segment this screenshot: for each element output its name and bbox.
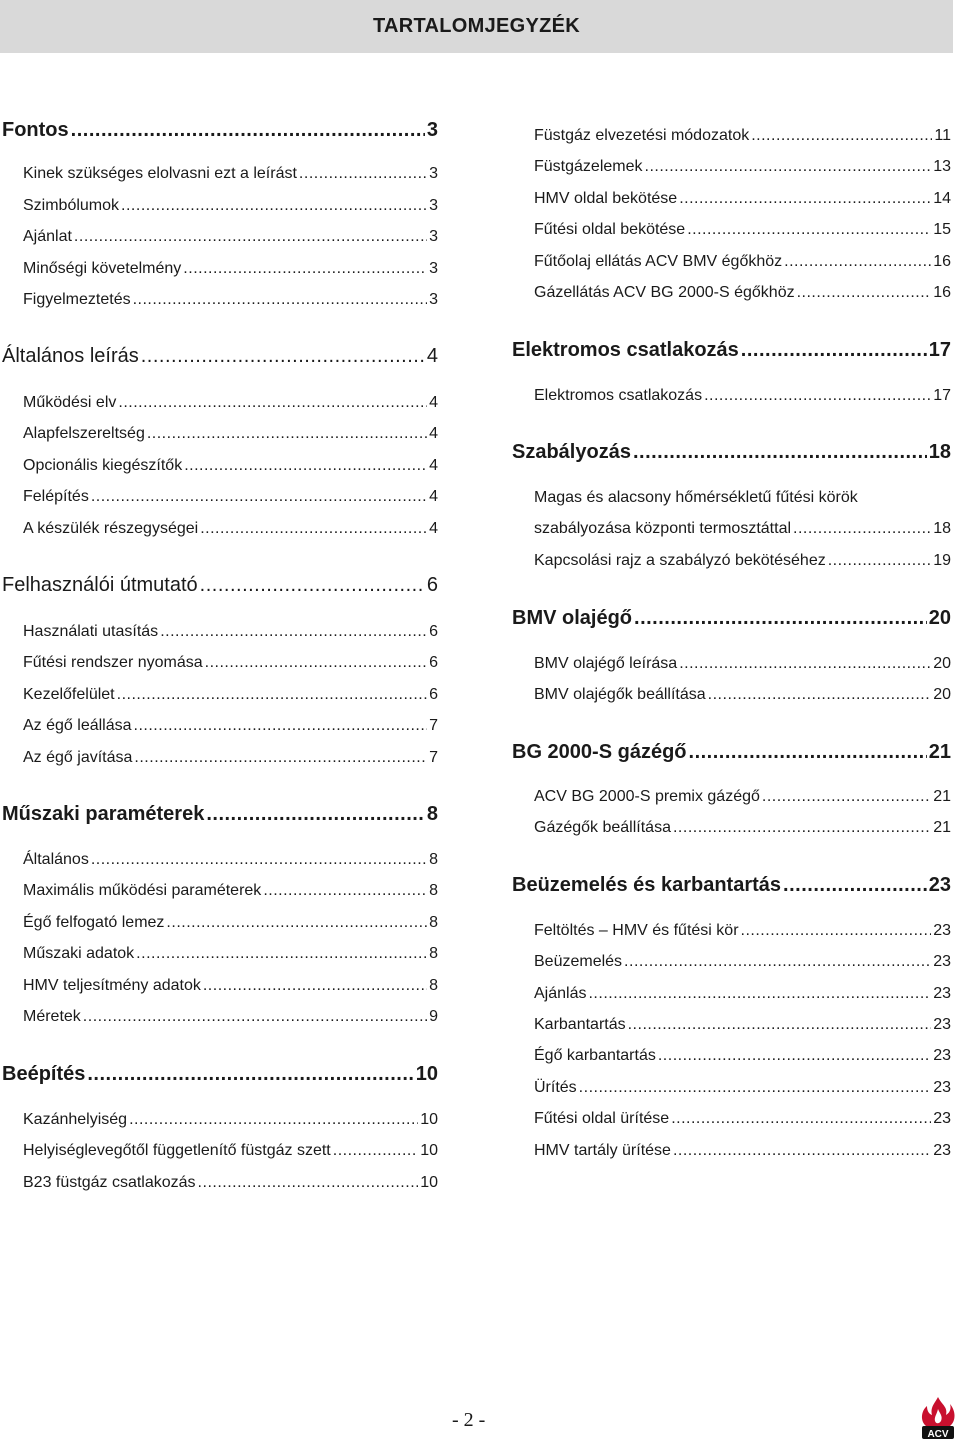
toc-leader-dots [673,1142,931,1160]
toc-page-number: 23 [933,953,951,970]
toc-leader-dots [206,803,425,826]
toc-page-number: 3 [429,260,438,277]
toc-page-number: 11 [934,127,951,144]
toc-entry-title: Használati utasítás [23,623,159,640]
toc-entry-title: Az égő javítása [23,749,133,766]
toc-entry-title: Gázégők beállítása [534,819,671,836]
toc-entry-title: szabályozása központi termosztáttal [534,520,792,537]
toc-entry-title: Szabályozás [512,441,631,463]
toc-page-number: 23 [933,922,951,939]
toc-page-number: 4 [429,488,438,505]
toc-leader-dots [129,1111,418,1129]
toc-page-number: 23 [933,1016,951,1033]
toc-leader-dots [628,1016,932,1034]
toc-entry[interactable] [23,260,438,278]
acv-logo-icon [918,1395,958,1441]
toc-entry[interactable] [23,520,438,538]
toc-entry[interactable] [23,197,438,215]
toc-entry-title: Minőségi követelmény [23,260,182,277]
toc-entry[interactable] [23,945,438,963]
toc-leader-dots [91,851,427,869]
toc-page-number: 10 [415,1063,438,1085]
toc-entry-title: BG 2000-S gázégő [512,741,687,763]
toc-page-number: 23 [933,1142,951,1159]
toc-page-number: 23 [933,985,951,1002]
toc-entry-title: Ajánlás [534,985,587,1002]
toc-entry-title: Felépítés [23,488,89,505]
toc-leader-dots [588,985,931,1003]
toc-entry-title: Ürítés [534,1079,577,1096]
toc-entry-title: Általános [23,851,89,868]
toc-entry-title: BMV olajégő [512,607,633,629]
toc-page-number: 16 [933,284,951,301]
toc-leader-dots [679,190,931,208]
toc-entry[interactable] [534,1142,951,1160]
toc-leader-dots [299,165,427,183]
toc-entry[interactable] [534,1079,951,1097]
toc-page-number: 20 [933,655,951,672]
toc-entry[interactable] [23,457,438,475]
toc-entry[interactable] [23,914,438,932]
toc-entry[interactable] [534,655,951,673]
toc-page-number: 21 [928,741,951,763]
toc-entry[interactable] [23,165,438,183]
toc-entry[interactable] [534,1047,951,1065]
toc-entry-title: Égő karbantartás [534,1047,656,1064]
toc-page-number: 8 [429,977,438,994]
toc-page-number: 10 [420,1111,438,1128]
toc-leader-dots [783,874,927,897]
toc-leader-dots [133,291,428,309]
toc-entry[interactable] [534,953,951,971]
toc-leader-dots [205,654,427,672]
toc-entry-title: Felhasználói útmutató [2,574,198,596]
toc-leader-dots [741,922,932,940]
toc-section[interactable] [512,339,951,362]
toc-entry-title: Feltöltés – HMV és fűtési kör [534,922,739,939]
toc-leader-dots [645,158,932,176]
toc-leader-dots [762,788,931,806]
toc-leader-dots [679,655,931,673]
toc-leader-dots [183,260,427,278]
toc-leader-dots [91,488,427,506]
toc-entry-title: Kapcsolási rajz a szabályzó bekötéséhez [534,552,826,569]
toc-page-number: 13 [933,158,951,175]
toc-page-number: 21 [933,819,951,836]
toc-leader-dots [624,953,931,971]
toc-page-number: 9 [429,1008,438,1025]
toc-leader-dots [74,228,427,246]
toc-entry-title: Általános leírás [2,345,139,367]
toc-entry[interactable] [534,819,951,837]
toc-leader-dots [117,686,427,704]
toc-entry[interactable] [23,394,438,412]
toc-page-number: 6 [429,654,438,671]
toc-entry-title: Maximális működési paraméterek [23,882,262,899]
toc-entry-title: Beépítés [2,1063,86,1085]
toc-entry[interactable] [534,253,951,271]
toc-leader-dots [634,607,927,630]
toc-entry[interactable] [23,623,438,641]
toc-entry[interactable] [23,1111,438,1129]
toc-entry[interactable] [534,686,951,704]
toc-page-number: 7 [429,717,438,734]
toc-section[interactable] [2,803,438,826]
toc-page-number: 6 [429,686,438,703]
toc-section[interactable] [2,1063,438,1086]
toc-entry-title: ACV BG 2000-S premix gázégő [534,788,760,805]
toc-page-number: 8 [429,945,438,962]
toc-page-number: 8 [429,851,438,868]
toc-entry[interactable] [23,851,438,869]
toc-entry[interactable] [23,1142,438,1160]
toc-entry-title: HMV teljesítmény adatok [23,977,201,994]
toc-page-number: 14 [933,190,951,207]
toc-entry[interactable] [23,977,438,995]
toc-leader-dots [184,457,427,475]
toc-entry-title: HMV tartály ürítése [534,1142,671,1159]
toc-page-number: 18 [928,441,951,463]
toc-entry[interactable] [534,922,951,940]
toc-leader-dots [673,819,931,837]
toc-leader-dots [121,197,427,215]
toc-entry-title: Ajánlat [23,228,72,245]
toc-entry-title: Fontos [2,119,69,141]
toc-entry-title: Kezelőfelület [23,686,115,703]
toc-entry[interactable] [23,654,438,672]
toc-entry-title: Beüzemelés és karbantartás [512,874,782,896]
toc-entry-title: Műszaki paraméterek [2,803,205,825]
toc-entry-title: Működési elv [23,394,117,411]
toc-leader-dots [141,345,425,368]
toc-page-number: 8 [426,803,438,825]
toc-entry-title: Magas és alacsony hőmérsékletű fűtési körök [534,489,858,506]
toc-page-number: 16 [933,253,951,270]
toc-entry[interactable] [23,291,438,309]
toc-entry-title: BMV olajégők beállítása [534,686,706,703]
toc-page-number: 23 [933,1110,951,1127]
toc-page-number: 17 [933,387,951,404]
toc-entry-title: HMV oldal bekötése [534,190,678,207]
toc-entry[interactable] [23,228,438,246]
toc-leader-dots [71,119,425,142]
toc-entry-title: Alapfelszereltség [23,425,145,442]
toc-page-number: 3 [429,291,438,308]
toc-entry-title: Fűtőolaj ellátás ACV BMV égőkhöz [534,253,783,270]
toc-section[interactable] [512,741,951,764]
toc-entry[interactable] [23,749,438,767]
toc-section[interactable] [2,119,438,142]
toc-leader-dots [579,1079,932,1097]
toc-leader-dots [203,977,427,995]
toc-entry-title: Karbantartás [534,1016,626,1033]
toc-entry[interactable] [23,882,438,900]
toc-section[interactable] [512,441,951,464]
toc-entry[interactable] [534,1016,951,1034]
toc-entry[interactable] [534,127,951,145]
toc-leader-dots [136,945,427,963]
toc-leader-dots [134,717,428,735]
toc-entry[interactable] [23,425,438,443]
toc-entry[interactable] [534,221,951,239]
toc-entry-title: B23 füstgáz csatlakozás [23,1174,196,1191]
toc-page-number: 3 [429,165,438,182]
toc-entry[interactable] [534,190,951,208]
toc-page-number: 6 [426,574,438,596]
toc-page-number: 10 [420,1142,438,1159]
toc-page-number: 10 [420,1174,438,1191]
toc-leader-dots [633,441,927,464]
toc-leader-dots [658,1047,931,1065]
toc-leader-dots [708,686,932,704]
toc-leader-dots [797,284,932,302]
toc-entry[interactable] [23,1008,438,1026]
toc-entry-title: Kazánhelyiség [23,1111,128,1128]
toc-entry-title: Fűtési rendszer nyomása [23,654,203,671]
toc-entry-title: Fűtési oldal ürítése [534,1110,670,1127]
toc-page-number: 4 [429,394,438,411]
toc-leader-dots [333,1142,418,1160]
toc-leader-dots [147,425,427,443]
toc-entry[interactable] [23,1174,438,1192]
toc-leader-dots [160,623,427,641]
toc-entry[interactable] [534,387,951,405]
toc-section[interactable] [2,345,438,368]
toc-page-number: 7 [429,749,438,766]
toc-leader-dots [784,253,931,271]
toc-page-number: 20 [928,607,951,629]
toc-leader-dots [263,882,427,900]
toc-entry-title: Füstgáz elvezetési módozatok [534,127,750,144]
toc-leader-dots [87,1063,413,1086]
toc-entry-title: Elektromos csatlakozás [534,387,703,404]
toc-leader-dots [751,127,932,145]
toc-leader-dots [689,741,927,764]
toc-leader-dots [687,221,931,239]
toc-leader-dots [166,914,427,932]
toc-leader-dots [671,1110,931,1128]
toc-leader-dots [828,552,931,570]
toc-entry-title: Elektromos csatlakozás [512,339,739,361]
logo-text: ACV [927,1429,949,1440]
toc-section[interactable] [2,574,438,597]
toc-page-number: 17 [928,339,951,361]
toc-entry-title: Füstgázelemek [534,158,643,175]
header-bar [0,0,953,53]
toc-entry-title: Szimbólumok [23,197,120,214]
toc-entry-title: Helyiséglevegőtől függetlenítő füstgáz szett [23,1142,331,1159]
toc-entry-title: BMV olajégő leírása [534,655,678,672]
toc-entry[interactable] [534,1110,951,1128]
toc-page-number: 19 [933,552,951,569]
toc-entry[interactable] [23,717,438,735]
toc-entry[interactable] [534,158,951,176]
toc-page-number: 21 [933,788,951,805]
toc-entry[interactable] [534,985,951,1003]
toc-entry-title: Égő felfogató lemez [23,914,165,931]
toc-entry-title: Figyelmeztetés [23,291,131,308]
toc-page-number: 3 [429,228,438,245]
toc-page-number: 23 [933,1047,951,1064]
toc-page-number: 6 [429,623,438,640]
toc-page-number: 3 [426,119,438,141]
toc-entry-title: Beüzemelés [534,953,623,970]
toc-entry[interactable] [534,489,951,507]
toc-entry-title: Az égő leállása [23,717,132,734]
toc-entry[interactable] [534,284,951,302]
toc-entry[interactable] [534,520,951,538]
toc-page-number: 23 [928,874,951,896]
toc-leader-dots [200,574,425,597]
toc-leader-dots [200,520,427,538]
toc-section[interactable] [512,607,951,630]
toc-page-number: 18 [933,520,951,537]
toc-entry[interactable] [23,686,438,704]
toc-page-number: 8 [429,882,438,899]
toc-page-number: 3 [429,197,438,214]
toc-entry-title: Műszaki adatok [23,945,135,962]
toc-page-number: 4 [426,345,438,367]
toc-section[interactable] [512,874,951,897]
toc-page-number: 4 [429,520,438,537]
toc-leader-dots [134,749,427,767]
toc-page-number: 23 [933,1079,951,1096]
toc-entry-title: A készülék részegységei [23,520,199,537]
page-title: TARTALOMJEGYZÉK [372,15,581,37]
toc-entry[interactable] [534,788,951,806]
toc-leader-dots [83,1008,427,1026]
toc-leader-dots [793,520,931,538]
toc-entry-title: Fűtési oldal bekötése [534,221,686,238]
toc-leader-dots [118,394,427,412]
toc-leader-dots [741,339,927,362]
toc-entry[interactable] [23,488,438,506]
toc-page-number: 4 [429,457,438,474]
toc-entry[interactable] [534,552,951,570]
toc-leader-dots [704,387,931,405]
toc-entry-title: Kinek szükséges elolvasni ezt a leírást [23,165,297,182]
toc-page-number: 4 [429,425,438,442]
toc-page-number: 20 [933,686,951,703]
toc-page-number: 8 [429,914,438,931]
toc-entry-title: Méretek [23,1008,81,1025]
toc-entry-title: Gázellátás ACV BG 2000-S égőkhöz [534,284,795,301]
page-number: - 2 - [452,1409,486,1431]
toc-page-number: 15 [933,221,951,238]
toc-leader-dots [198,1174,419,1192]
toc-entry-title: Opcionális kiegészítők [23,457,183,474]
